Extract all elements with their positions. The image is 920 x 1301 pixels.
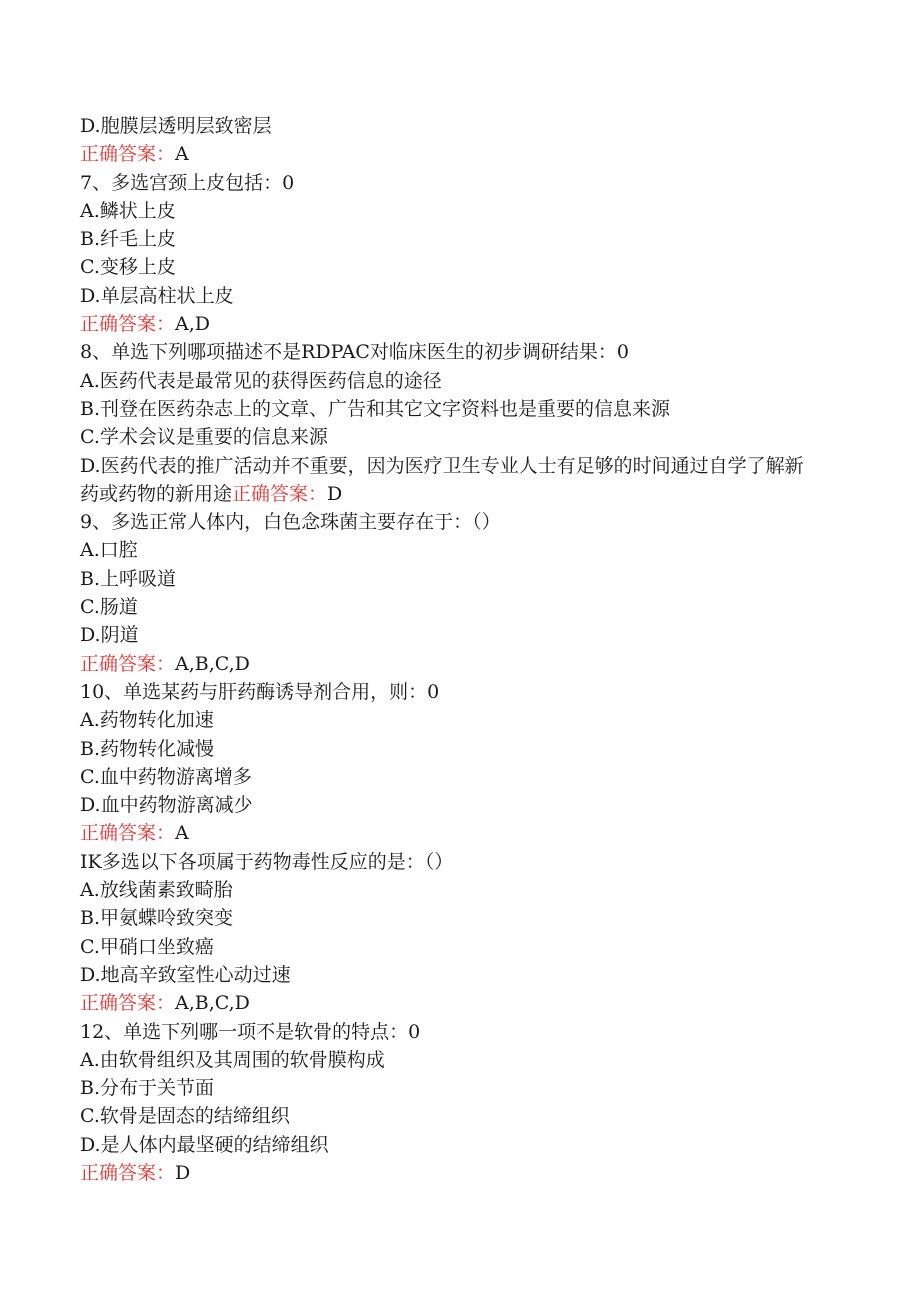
option-line: A.药物转化加速 bbox=[80, 709, 214, 732]
option-line: D.阴道 bbox=[80, 624, 139, 647]
question-stem: 12、单选下列哪一项不是软骨的特点：0 bbox=[80, 1020, 421, 1043]
option-line: A.鳞状上皮 bbox=[80, 199, 176, 222]
option-line: B.甲氨蝶呤致突变 bbox=[80, 907, 234, 930]
answer-value: A,B,C,D bbox=[175, 992, 250, 1015]
question-stem: 8、单选下列哪项描述不是RDPAC对临床医生的初步调研结果：0 bbox=[80, 341, 630, 364]
answer-label: 正确答案： bbox=[80, 1161, 176, 1184]
answer-value: D bbox=[175, 1161, 191, 1184]
option-line: A.由软骨组织及其周围的软骨膜构成 bbox=[80, 1048, 385, 1071]
option-line: B.分布于关节面 bbox=[80, 1077, 215, 1100]
answer-label: 正确答案： bbox=[80, 143, 176, 166]
option-line: A.口腔 bbox=[80, 539, 138, 562]
option-line: B.药物转化减慢 bbox=[80, 737, 215, 760]
option-line: B.纤毛上皮 bbox=[80, 228, 177, 251]
answer-label: 正确答案： bbox=[80, 313, 176, 336]
answer-value: A,D bbox=[175, 313, 211, 336]
answer-label: 正确答案： bbox=[80, 652, 176, 675]
document-page bbox=[80, 112, 820, 1187]
answer-value: D bbox=[327, 482, 343, 505]
answer-line bbox=[80, 819, 820, 847]
option-line: C.甲硝口坐致癌 bbox=[80, 935, 214, 958]
option-line: D.地高辛致室性心动过速 bbox=[80, 963, 291, 986]
answer-value: A bbox=[175, 822, 189, 845]
option-line: A.医药代表是最常见的获得医药信息的途径 bbox=[80, 369, 442, 392]
answer-label: 正确答案： bbox=[80, 822, 176, 845]
question-stem: IK多选以下各项属于药物毒性反应的是：（） bbox=[80, 850, 454, 873]
answer-value: A bbox=[175, 143, 189, 166]
answer-value: A,B,C,D bbox=[175, 652, 250, 675]
option-line: D.血中药物游离减少 bbox=[80, 794, 253, 817]
answer-line bbox=[80, 140, 820, 168]
option-line: C.肠道 bbox=[80, 596, 138, 619]
option-line: B.上呼吸道 bbox=[80, 567, 177, 590]
option-line: C.软骨是固态的结缔组织 bbox=[80, 1105, 290, 1128]
option-line: C.学术会议是重要的信息来源 bbox=[80, 426, 328, 449]
option-text: D.医药代表的推广活动并不重要，因为医疗卫生专业人士有足够的时间通过自学了解新药或药物的新用途 bbox=[80, 454, 804, 505]
option-line: C.变移上皮 bbox=[80, 256, 176, 279]
option-line: D.胞膜层透明层致密层 bbox=[80, 115, 272, 137]
option-line: B.刊登在医药杂志上的文章、广告和其它文字资料也是重要的信息来源 bbox=[80, 397, 671, 420]
question-stem: 9、多选正常人体内，白色念珠菌主要存在于：（） bbox=[80, 511, 501, 534]
answer-line bbox=[80, 1159, 820, 1187]
answer-line bbox=[80, 310, 820, 338]
answer-label: 正确答案： bbox=[232, 482, 328, 505]
answer-line bbox=[80, 989, 820, 1017]
answer-line bbox=[80, 650, 820, 678]
question-stem: 7、多选宫颈上皮包括：0 bbox=[80, 171, 295, 194]
option-line: D.单层高柱状上皮 bbox=[80, 284, 234, 307]
option-line-with-answer bbox=[80, 452, 820, 509]
option-line: A.放线菌素致畸胎 bbox=[80, 879, 233, 902]
option-line: C.血中药物游离增多 bbox=[80, 765, 252, 788]
question-stem: 10、单选某药与肝药酶诱导剂合用，则：0 bbox=[80, 680, 440, 703]
option-line: D.是人体内最坚硬的结缔组织 bbox=[80, 1133, 329, 1156]
answer-label: 正确答案： bbox=[80, 992, 176, 1015]
